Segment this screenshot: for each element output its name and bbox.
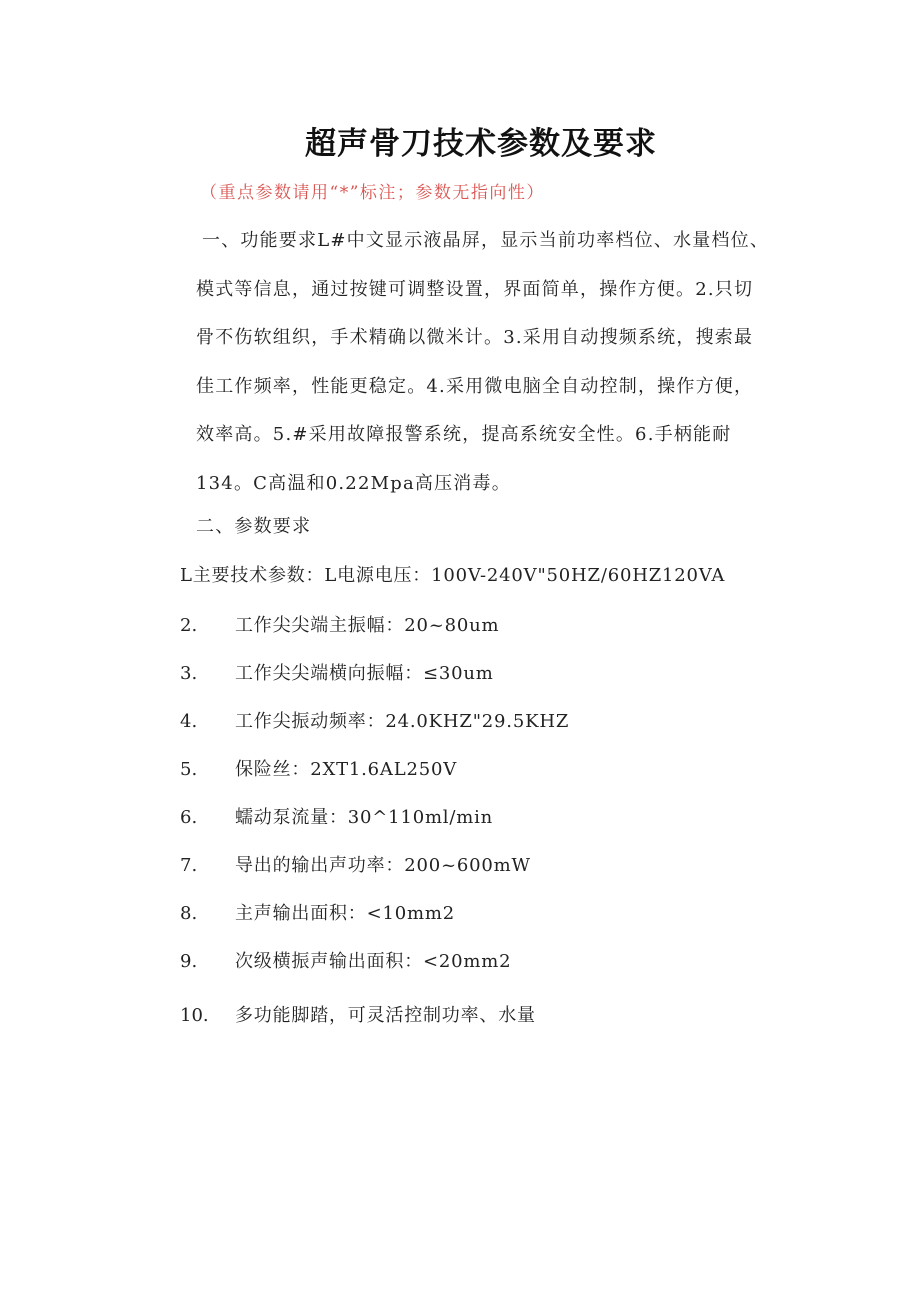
paragraph-line: 效率高。5.#采用故障报警系统，提高系统安全性。6.手柄能耐 xyxy=(196,424,732,445)
parameter-item xyxy=(180,609,569,657)
paragraph-line: 模式等信息，通过按键可调整设置，界面简单，操作方便。2.只切 xyxy=(196,278,754,300)
section-heading-parameters: 二、参数要求 xyxy=(196,516,312,537)
item-text: 导出的输出声功率：200~600mW xyxy=(235,855,531,876)
item-number: 9. xyxy=(180,951,198,972)
parameter-list xyxy=(180,609,569,1047)
main-technical-parameter: L主要技术参数：L电源电压：100V-240V"50HZ/60HZ120VA xyxy=(180,565,726,586)
item-number: 2. xyxy=(180,615,198,636)
item-number: 7. xyxy=(180,855,198,876)
item-text: 工作尖尖端横向振幅：≤30um xyxy=(235,663,494,684)
document-title: 超声骨刀技术参数及要求 xyxy=(305,126,657,162)
annotation-note: （重点参数请用“*”标注；参数无指向性） xyxy=(200,183,545,203)
item-number: 10. xyxy=(180,1005,209,1026)
item-number: 4. xyxy=(180,711,198,732)
item-number: 6. xyxy=(180,807,198,828)
item-text: 保险丝：2XT1.6AL250V xyxy=(235,759,458,780)
parameter-item xyxy=(180,705,569,753)
parameter-item xyxy=(180,657,569,705)
parameter-item xyxy=(180,999,569,1047)
item-text: 多功能脚踏，可灵活控制功率、水量 xyxy=(235,1005,536,1026)
item-number: 8. xyxy=(180,903,198,924)
paragraph-line: 134。C高温和0.22Mpa高压消毒。 xyxy=(196,472,511,494)
item-text: 工作尖振动频率：24.0KHZ"29.5KHZ xyxy=(235,711,570,732)
parameter-item xyxy=(180,945,569,993)
item-number: 3. xyxy=(180,663,198,684)
item-number: 5. xyxy=(180,759,198,780)
item-text: 次级横振声输出面积：<20mm2 xyxy=(235,951,512,972)
parameter-item xyxy=(180,801,569,849)
paragraph-line: 一、功能要求L#中文显示液晶屏，显示当前功率档位、水量档位、 xyxy=(202,230,770,251)
item-text: 蠕动泵流量：30^110ml/min xyxy=(235,807,494,828)
item-text: 工作尖尖端主振幅：20~80um xyxy=(235,615,500,636)
parameter-item xyxy=(180,753,569,801)
parameter-item xyxy=(180,849,569,897)
paragraph-line: 佳工作频率，性能更稳定。4.采用微电脑全自动控制，操作方便， xyxy=(196,375,754,397)
paragraph-line: 骨不伤软组织，手术精确以微米计。3.采用自动搜频系统，搜索最 xyxy=(196,327,754,348)
function-requirements-paragraph xyxy=(196,224,816,515)
parameter-item xyxy=(180,897,569,945)
item-text: 主声输出面积：<10mm2 xyxy=(235,903,455,924)
